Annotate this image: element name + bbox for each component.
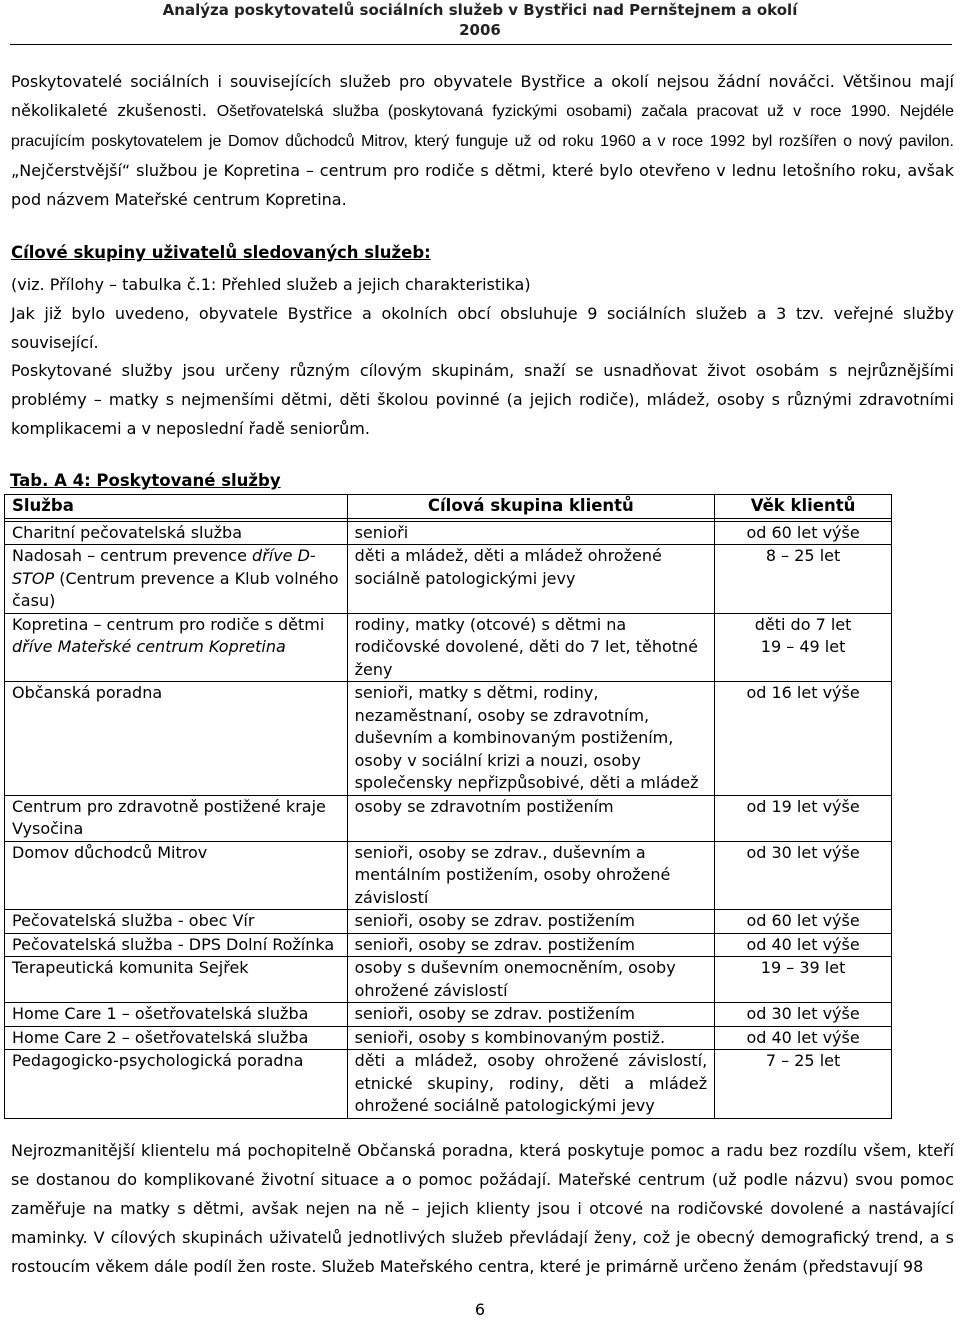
cell-age: od 16 let výše <box>715 682 892 796</box>
cell-target: rodiny, matky (otcové) s dětmi na rodičovské dovolené, děti do 7 let, těhotné ženy <box>347 613 715 682</box>
cell-target: osoby se zdravotním postižením <box>347 795 715 841</box>
cell-service: Home Care 2 – ošetřovatelská služba <box>5 1026 348 1050</box>
cell-age: 8 – 25 let <box>715 545 892 614</box>
table-caption-title: A 4: Poskytované služby <box>54 471 281 490</box>
nadosah-name: Nadosah – centrum prevence <box>12 546 253 565</box>
cell-service: Home Care 1 – ošetřovatelská služba <box>5 1003 348 1027</box>
cell-service: Pedagogicko-psychologická poradna <box>5 1050 348 1119</box>
cell-target: senioři, osoby se zdrav., duševním a mentálním postižením, osoby ohrožené závislostí <box>347 841 715 910</box>
cell-age: 19 – 39 let <box>715 957 892 1003</box>
cell-service: Pečovatelská služba - DPS Dolní Rožínka <box>5 933 348 957</box>
intro-paragraph <box>11 67 954 214</box>
table-row <box>5 841 892 910</box>
table-row <box>5 521 892 545</box>
table-row <box>5 910 892 934</box>
table-caption <box>10 471 281 491</box>
closing-paragraph: Nejrozmanitější klientelu má pochopitelně Občanská poradna, která poskytuje pomoc a radu bez rozdílu všem, kteří se dostanou do komplikované životní situace a o pomoc požádají. Mateřské centrum (už podle názvu) svou pomoc zaměřuje na matky s dětmi, avšak nejen na ně – jejich klienty jsou i otcové na rodičovské dovolené a nastávající maminky. V cílových skupinách uživatelů jednotlivých služeb převládají ženy, což je obecný demografický trend, a s rostoucím věkem dále podíl žen roste. Služeb Mateřského centra, které je primárně určeno ženám (představují 98 <box>11 1141 954 1276</box>
cell-target: senioři, osoby se zdrav. postižením <box>347 910 715 934</box>
cell-service: Terapeutická komunita Sejřek <box>5 957 348 1003</box>
services-paragraph: Jak již bylo uvedeno, obyvatele Bystřice a okolních obcí obsluhuje 9 sociálních služeb a 3 tzv. veřejné služby související. <box>11 304 954 352</box>
cell-target: osoby s duševním onemocněním, osoby ohrožené závislostí <box>347 957 715 1003</box>
cell-service: Občanská poradna <box>5 682 348 796</box>
cell-target: senioři, osoby se zdrav. postižením <box>347 1003 715 1027</box>
page-number: 6 <box>474 1300 486 1319</box>
table-row <box>5 933 892 957</box>
table-row <box>5 1003 892 1027</box>
table-row <box>5 613 892 682</box>
cell-service <box>5 545 348 614</box>
intro-text-c: „Nejčerstvější“ službou je Kopretina – centrum pro rodiče s dětmi, které bylo otevřeno v lednu letošního roku, avšak pod názvem Mateřské centrum Kopretina. <box>11 161 954 209</box>
section-body <box>11 270 954 357</box>
target-groups-paragraph: Poskytované služby jsou určeny různým cílovým skupinám, snaží se usnadňovat život osobám s nejrůznějšími problémy – matky s nejmenšími dětmi, děti školou povinné (a jejich rodiče), mládež, osoby s různými zdravotními komplikacemi a v neposlední řadě seniorům. <box>11 361 954 438</box>
cell-age <box>715 613 892 682</box>
table-row <box>5 795 892 841</box>
cell-service: Domov důchodců Mitrov <box>5 841 348 910</box>
kopretina-age-parents: 19 – 49 let <box>760 637 846 656</box>
cell-age: od 40 let výše <box>715 933 892 957</box>
header-age: Věk klientů <box>715 495 892 519</box>
cell-target: děti a mládež, děti a mládež ohrožené sociálně patologickými jevy <box>347 545 715 614</box>
cell-service: Pečovatelská služba - obec Vír <box>5 910 348 934</box>
cell-age: od 40 let výše <box>715 1026 892 1050</box>
table-caption-prefix: Tab. <box>10 471 55 490</box>
nadosah-rest: (Centrum prevence a Klub volného času) <box>12 568 339 610</box>
kopretina-name: Kopretina – centrum pro rodiče s dětmi <box>12 614 325 634</box>
intro-text-a: Poskytovatelé sociálních i souvisejících služeb pro obyvatele Bystřice a okolí nejsou žádní nováčci. Většinou mají několikaleté zkušenosti. <box>11 72 954 120</box>
nadosah-former-name: dříve D-STOP <box>12 546 316 588</box>
cell-service: Charitní pečovatelská služba <box>5 521 348 545</box>
cell-age: 7 – 25 let <box>715 1050 892 1119</box>
header-service: Služba <box>5 495 348 519</box>
header-year: 2006 <box>459 21 501 39</box>
cell-service: Centrum pro zdravotně postižené kraje Vysočina <box>5 795 348 841</box>
cell-age: od 19 let výše <box>715 795 892 841</box>
cell-age: od 30 let výše <box>715 1003 892 1027</box>
section-heading: Cílové skupiny uživatelů sledovaných služeb: <box>11 243 431 262</box>
kopretina-age-children: děti do 7 let <box>754 614 852 634</box>
cell-target: senioři, matky s dětmi, rodiny, nezaměstnaní, osoby se zdravotním, duševním a kombinovaným postižením, osoby v sociální krizi a nouzi, osoby společensky nepřizpůsobivé, děti a mládež <box>347 682 715 796</box>
table-row <box>5 545 892 614</box>
cell-target: senioři, osoby se zdrav. postižením <box>347 933 715 957</box>
kopretina-former-name: dříve Mateřské centrum Kopretina <box>12 637 286 656</box>
services-table <box>4 494 892 1119</box>
header-target-group: Cílová skupina klientů <box>347 495 715 519</box>
table-row <box>5 957 892 1003</box>
cell-age: od 30 let výše <box>715 841 892 910</box>
table-row <box>5 1050 892 1119</box>
cell-target: děti a mládež, osoby ohrožené závislostí, etnické skupiny, rodiny, děti a mládež ohrožené sociálně patologickými jevy <box>347 1050 715 1119</box>
cell-service <box>5 613 348 682</box>
table-header-row <box>5 495 892 519</box>
header-title: Analýza poskytovatelů sociálních služeb v Bystřici nad Pernštejnem a okolí <box>162 1 798 19</box>
table-row <box>5 1026 892 1050</box>
table-reference: (viz. Přílohy – tabulka č.1: Přehled služeb a jejich charakteristika) <box>11 275 531 294</box>
page-header <box>0 0 960 40</box>
cell-target: senioři, osoby s kombinovaným postiž. <box>347 1026 715 1050</box>
table-row <box>5 682 892 796</box>
header-divider <box>10 44 952 45</box>
cell-age: od 60 let výše <box>715 910 892 934</box>
cell-age: od 60 let výše <box>715 521 892 545</box>
intro-text-b: Ošetřovatelská služba (poskytovaná fyzickými osobami) začala pracovat už v roce 1990. Nejdéle pracujícím poskytovatelem je Domov důchodců Mitrov, který funguje už od roku 1960 a v roce 1992 byl rozšířen o nový pavilon. <box>11 103 954 150</box>
cell-target: senioři <box>347 521 715 545</box>
